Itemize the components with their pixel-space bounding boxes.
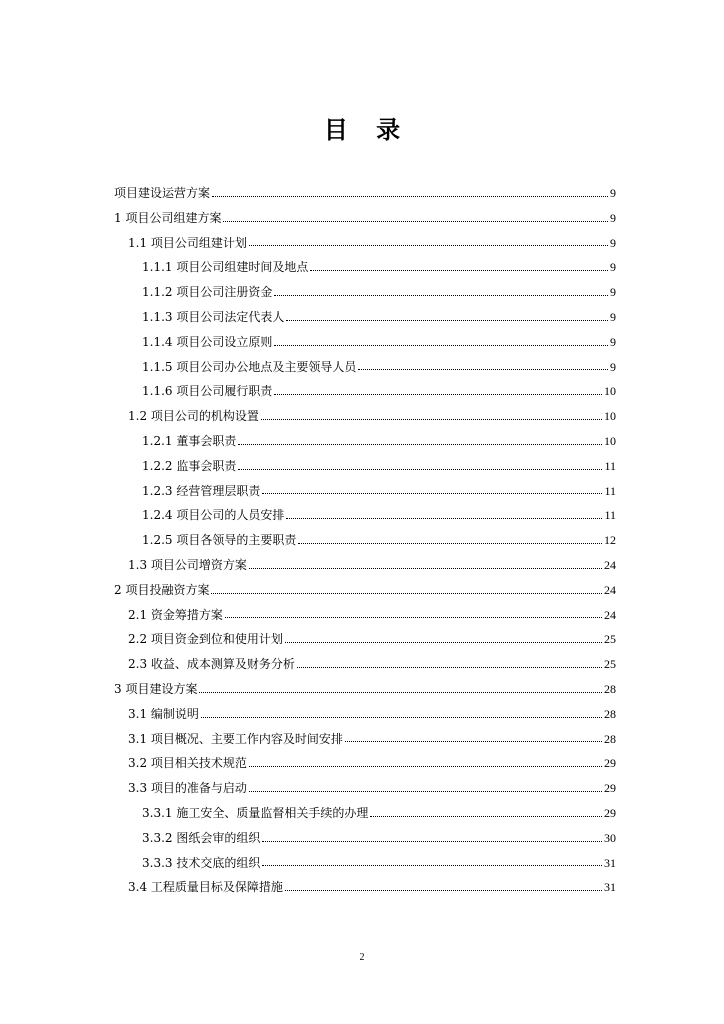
toc-entry[interactable]: [114, 206, 616, 231]
toc-entry-page-number: 29: [604, 805, 616, 820]
toc-dot-leader: [370, 815, 602, 817]
toc-dot-leader: [249, 765, 602, 767]
toc-entry[interactable]: [114, 677, 616, 702]
toc-dot-leader: [286, 319, 608, 321]
toc-dot-leader: [310, 269, 608, 271]
toc-title: 目 录: [323, 115, 411, 144]
toc-entry-label: 1.3 项目公司增资方案: [128, 557, 247, 572]
toc-dot-leader: [285, 641, 602, 643]
toc-entry-label: 3.3.1 施工安全、质量监督相关手续的办理: [142, 805, 369, 820]
toc-entry-page-number: 9: [610, 260, 616, 275]
toc-entry[interactable]: [114, 330, 616, 355]
toc-entry-label: 1.1.3 项目公司法定代表人: [142, 309, 285, 324]
toc-entry[interactable]: [114, 652, 616, 677]
toc-entry[interactable]: [114, 528, 616, 553]
toc-entry-label: 1 项目公司组建方案: [114, 210, 222, 225]
toc-entry[interactable]: [114, 479, 616, 504]
toc-entry[interactable]: [114, 627, 616, 652]
toc-dot-leader: [249, 244, 608, 246]
toc-dot-leader: [201, 716, 602, 718]
toc-dot-leader: [238, 468, 602, 470]
toc-entry-page-number: 9: [610, 334, 616, 349]
toc-dot-leader: [274, 294, 608, 296]
toc-entry-label: 1.1.5 项目公司办公地点及主要领导人员: [142, 359, 357, 374]
toc-entry-label: 1.2.4 项目公司的人员安排: [142, 508, 285, 523]
toc-entry-page-number: 29: [604, 781, 616, 796]
toc-entry[interactable]: [114, 727, 616, 752]
toc-entry[interactable]: [114, 603, 616, 628]
toc-entry-page-number: 24: [604, 607, 616, 622]
toc-entry-label: 3 项目建设方案: [114, 681, 198, 696]
toc-entry[interactable]: [114, 280, 616, 305]
toc-dot-leader: [286, 517, 602, 519]
toc-dot-leader: [345, 740, 602, 742]
toc-entry-label: 3.3.3 技术交底的组织: [142, 855, 261, 870]
toc-entry[interactable]: [114, 305, 616, 330]
toc-entry-label: 1.1.4 项目公司设立原则: [142, 334, 273, 349]
toc-dot-leader: [261, 418, 602, 420]
toc-entry-label: 3.3.2 图纸会审的组织: [142, 830, 261, 845]
table-of-contents: [114, 181, 616, 900]
toc-entry-page-number: 10: [604, 409, 616, 424]
toc-entry-page-number: 28: [604, 731, 616, 746]
toc-entry[interactable]: [114, 404, 616, 429]
toc-entry-label: 3.4 工程质量目标及保障措施: [128, 880, 283, 895]
toc-entry-label: 1.2.2 监事会职责: [142, 458, 237, 473]
toc-entry-label: 1.1 项目公司组建计划: [128, 235, 247, 250]
toc-entry-page-number: 24: [604, 582, 616, 597]
toc-entry[interactable]: [114, 751, 616, 776]
toc-entry-page-number: 24: [604, 557, 616, 572]
toc-entry[interactable]: [114, 379, 616, 404]
toc-entry[interactable]: [114, 875, 616, 900]
toc-dot-leader: [249, 790, 602, 792]
toc-entry-page-number: 28: [604, 706, 616, 721]
toc-entry-label: 3.2 项目相关技术规范: [128, 756, 247, 771]
toc-entry-label: 3.3 项目的准备与启动: [128, 781, 247, 796]
toc-dot-leader: [262, 864, 602, 866]
toc-entry-page-number: 30: [604, 830, 616, 845]
toc-entry-label: 1.2.3 经营管理层职责: [142, 483, 261, 498]
toc-entry-label: 3.1 项目概况、主要工作内容及时间安排: [128, 731, 343, 746]
toc-entry[interactable]: [114, 553, 616, 578]
toc-entry[interactable]: [114, 801, 616, 826]
toc-dot-leader: [212, 195, 608, 197]
toc-entry-page-number: 28: [604, 681, 616, 696]
toc-entry-page-number: 10: [604, 384, 616, 399]
toc-entry-label: 2.1 资金筹措方案: [128, 607, 223, 622]
toc-dot-leader: [249, 567, 602, 569]
toc-entry-label: 1.2.1 董事会职责: [142, 433, 237, 448]
toc-entry-page-number: 10: [604, 433, 616, 448]
toc-entry[interactable]: [114, 851, 616, 876]
toc-entry[interactable]: [114, 702, 616, 727]
toc-entry-page-number: 31: [604, 855, 616, 870]
toc-entry-page-number: 31: [604, 880, 616, 895]
toc-entry[interactable]: [114, 826, 616, 851]
toc-entry[interactable]: [114, 578, 616, 603]
toc-entry[interactable]: [114, 255, 616, 280]
toc-entry-label: 项目建设运营方案: [114, 186, 211, 200]
toc-dot-leader: [223, 220, 608, 222]
toc-dot-leader: [238, 443, 602, 445]
toc-dot-leader: [262, 492, 602, 494]
toc-entry-label: 2 项目投融资方案: [114, 582, 210, 597]
toc-entry-label: 1.2.5 项目各领导的主要职责: [142, 533, 297, 548]
toc-entry[interactable]: [114, 503, 616, 528]
toc-entry[interactable]: [114, 355, 616, 380]
toc-entry-page-number: 9: [610, 210, 616, 225]
toc-entry[interactable]: [114, 429, 616, 454]
toc-entry-label: 2.3 收益、成本测算及财务分析: [128, 657, 295, 672]
toc-entry[interactable]: [114, 181, 616, 206]
toc-dot-leader: [297, 666, 602, 668]
toc-dot-leader: [225, 616, 602, 618]
toc-dot-leader: [358, 368, 608, 370]
toc-entry-label: 1.1.1 项目公司组建时间及地点: [142, 260, 309, 275]
toc-dot-leader: [274, 344, 608, 346]
toc-entry-page-number: 11: [604, 508, 616, 523]
toc-entry-label: 1.1.6 项目公司履行职责: [142, 384, 273, 399]
toc-entry-page-number: 9: [610, 186, 616, 200]
toc-entry-page-number: 9: [610, 309, 616, 324]
toc-entry[interactable]: [114, 231, 616, 256]
toc-entry-page-number: 9: [610, 235, 616, 250]
toc-entry-label: 1.2 项目公司的机构设置: [128, 409, 259, 424]
toc-dot-leader: [199, 691, 602, 693]
toc-entry-page-number: 9: [610, 285, 616, 300]
page-number: 2: [359, 952, 365, 963]
toc-entry-page-number: 25: [604, 657, 616, 672]
toc-entry-page-number: 12: [604, 533, 616, 548]
toc-dot-leader: [211, 592, 602, 594]
toc-dot-leader: [262, 840, 602, 842]
toc-entry-page-number: 11: [604, 483, 616, 498]
toc-entry[interactable]: [114, 454, 616, 479]
toc-entry-label: 2.2 项目资金到位和使用计划: [128, 632, 283, 647]
toc-dot-leader: [298, 542, 602, 544]
toc-entry[interactable]: [114, 776, 616, 801]
toc-entry-page-number: 29: [604, 756, 616, 771]
toc-entry-label: 1.1.2 项目公司注册资金: [142, 285, 273, 300]
toc-entry-page-number: 11: [604, 458, 616, 473]
toc-entry-page-number: 25: [604, 632, 616, 647]
toc-entry-page-number: 9: [610, 359, 616, 374]
toc-entry-label: 3.1 编制说明: [128, 706, 199, 721]
toc-dot-leader: [285, 889, 602, 891]
toc-dot-leader: [274, 393, 602, 395]
